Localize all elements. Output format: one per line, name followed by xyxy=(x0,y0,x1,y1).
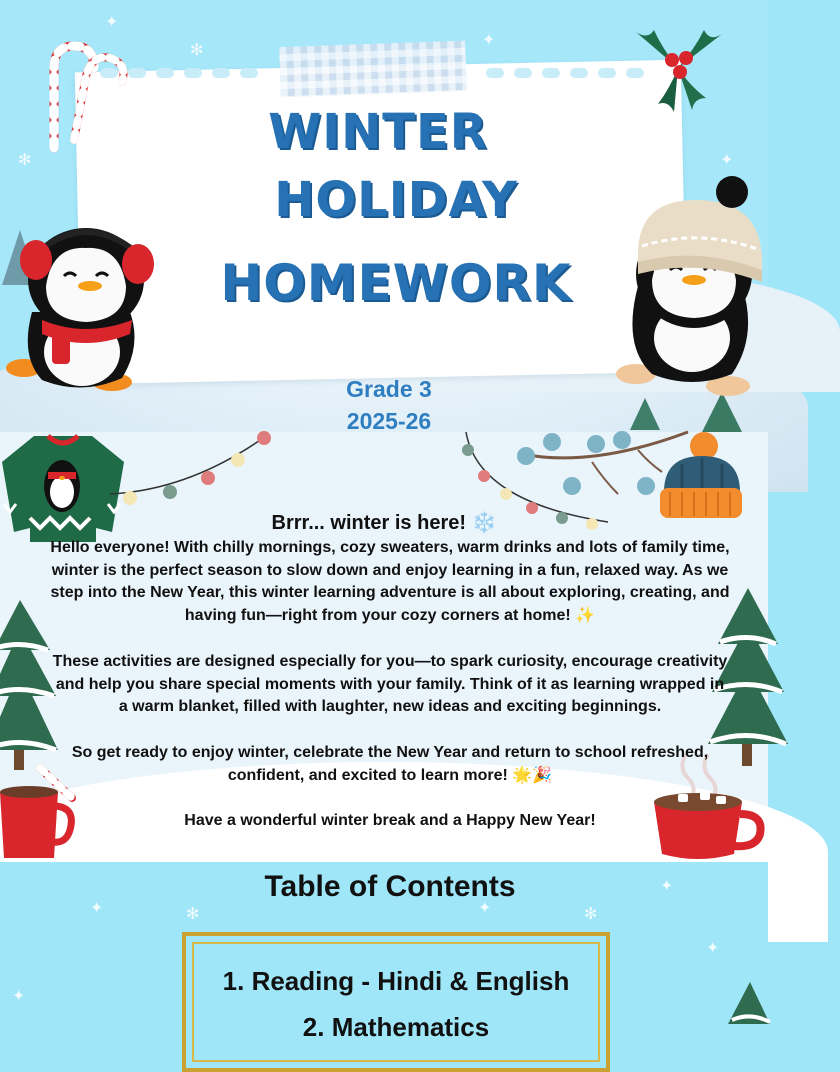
letter-section xyxy=(0,432,768,862)
dot-border xyxy=(486,68,644,82)
year-label: 2025-26 xyxy=(346,408,432,434)
title-line-1: WINTER xyxy=(268,104,488,160)
snowflake-icon: ✻ xyxy=(18,150,32,169)
snowflake-icon: ✻ xyxy=(584,904,598,923)
letter-paragraph-2: These activities are designed especially for you—to spark curiosity, encourage creativity and help you share special moments with your family. Think of it as learning wrapped in a warm blanket, filled with laughter, new ideas and exciting beginnings. xyxy=(52,653,728,716)
snowflake-icon: ✦ xyxy=(660,876,674,895)
string-lights-icon xyxy=(110,432,280,512)
snowflake-icon: ✦ xyxy=(720,150,734,169)
cover-section xyxy=(0,0,768,432)
snowflake-icon: ✦ xyxy=(706,938,720,957)
toc-section xyxy=(0,862,768,1042)
snowflake-icon: ✻ xyxy=(186,904,200,923)
grade-label: Grade 3 xyxy=(346,376,432,402)
letter-paragraph-3: So get ready to enjoy winter, celebrate the New Year and return to school refreshed, confident, and excited to learn more! 🌟🎉 xyxy=(71,744,709,784)
pine-tree-icon xyxy=(0,600,56,770)
snowflake-icon: ✦ xyxy=(482,30,496,49)
washi-tape xyxy=(279,41,467,97)
snowflake-icon: ✻ xyxy=(190,40,204,59)
toc-frame xyxy=(182,932,610,1072)
title-line-3: HOMEWORK xyxy=(220,254,572,312)
letter-closing: Have a wonderful winter break and a Happy New Year! xyxy=(184,812,596,829)
toc-title: Table of Contents xyxy=(264,870,516,903)
beanie-icon xyxy=(656,432,742,522)
title-line-2: HOLIDAY xyxy=(274,172,518,228)
snowflake-icon: ✦ xyxy=(12,986,26,1005)
toc-item-reading[interactable]: 1. Reading - Hindi & English xyxy=(222,966,570,996)
snowflake-icon: ✦ xyxy=(105,12,119,31)
letter-paragraph-1: Hello everyone! With chilly mornings, cozy sweaters, warm drinks and lots of family time, winter is the perfect season to slow down and enjoy learning in a fun, relaxed way. As we step into the New Year, this winter learning adventure is all about exploring, creating, and having fun—right from your cozy corners at home! ✨ xyxy=(50,539,730,624)
snowflake-icon: ✦ xyxy=(478,898,492,917)
holly-icon xyxy=(628,18,728,114)
pine-tree-icon xyxy=(720,982,768,1024)
snowflake-icon: ✦ xyxy=(90,898,104,917)
letter-greeting: Brrr... winter is here! ❄️ xyxy=(271,512,497,534)
toc-item-mathematics[interactable]: 2. Mathematics xyxy=(302,1012,490,1042)
